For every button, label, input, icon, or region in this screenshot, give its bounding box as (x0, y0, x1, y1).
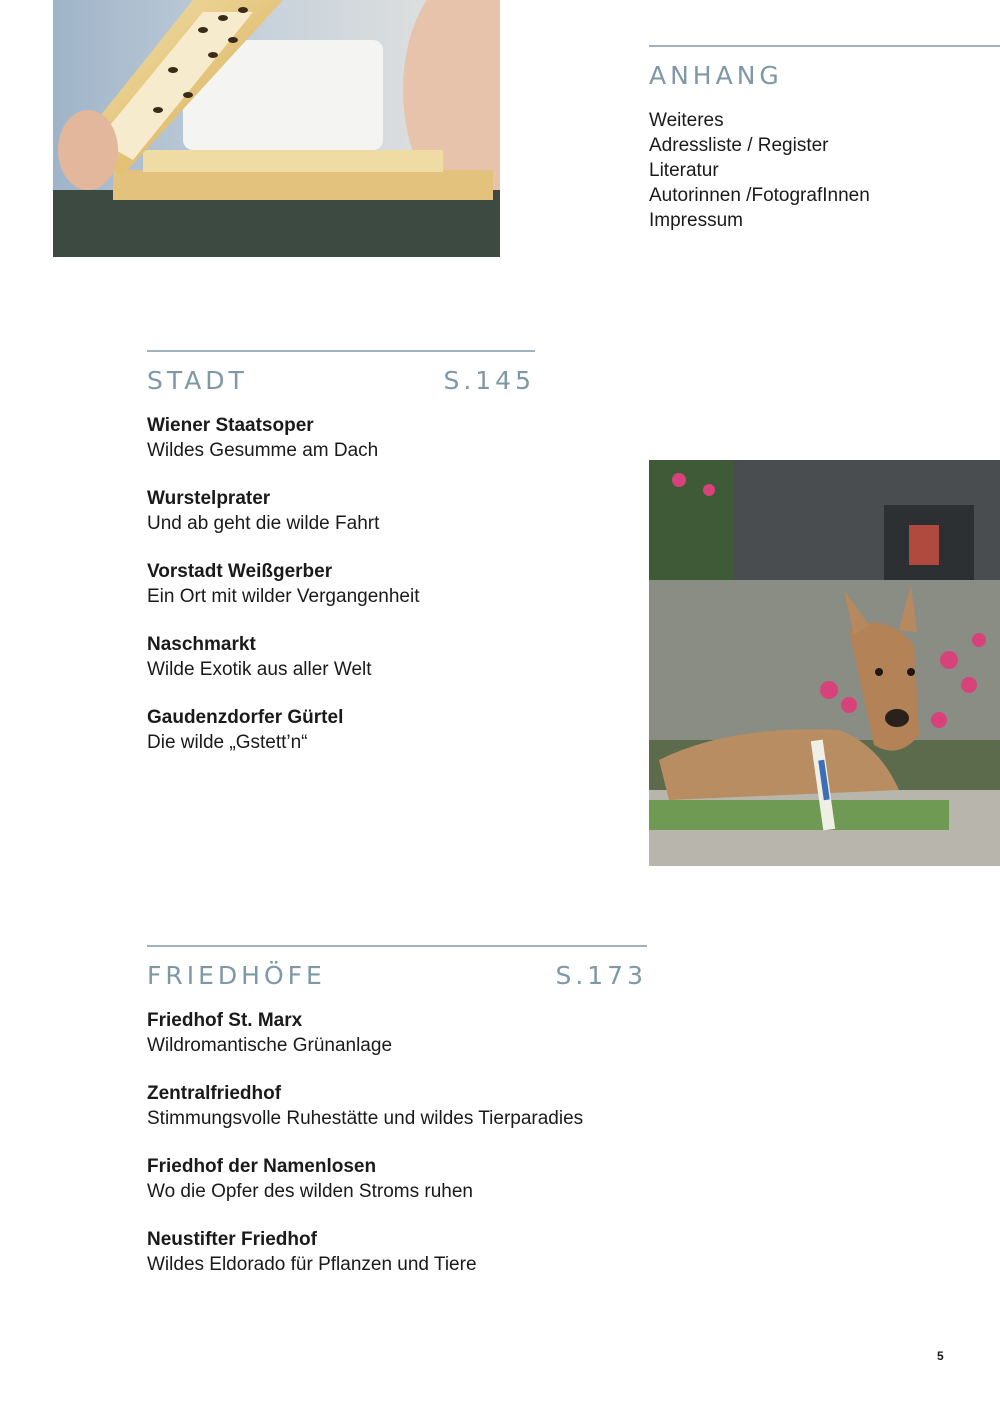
list-item: Autorinnen /FotografInnen (649, 185, 870, 206)
list-item: Literatur (649, 160, 719, 181)
list-item (147, 413, 535, 463)
entry-subtitle: Wilde Exotik aus aller Welt (147, 659, 372, 680)
entry-title: Friedhof der Namenlosen (147, 1156, 377, 1177)
entry-subtitle: Wildes Gesumme am Dach (147, 440, 379, 461)
entry-title: Gaudenzdorfer Gürtel (147, 707, 344, 728)
list-item (147, 1154, 647, 1204)
list-item (147, 632, 535, 682)
entry-title: Zentralfriedhof (147, 1083, 282, 1104)
page-number: 5 (937, 1349, 944, 1363)
friedhoefe-entries (147, 1008, 647, 1277)
stadt-section (147, 350, 535, 778)
entry-subtitle: Wo die Opfer des wilden Stroms ruhen (147, 1181, 473, 1202)
entry-subtitle: Ein Ort mit wilder Vergangenheit (147, 586, 420, 607)
list-item (147, 705, 535, 755)
entry-subtitle: Und ab geht die wilde Fahrt (147, 513, 380, 534)
stadt-page-ref: S.145 (443, 366, 535, 395)
stadt-entries (147, 413, 535, 755)
list-item (147, 1227, 647, 1277)
list-item (147, 486, 535, 536)
friedhoefe-section (147, 945, 647, 1300)
anhang-list (649, 108, 1000, 233)
beekeeper-photo (53, 0, 500, 257)
anhang-section (649, 45, 1000, 233)
entry-subtitle: Die wilde „Gstett’n“ (147, 732, 308, 753)
friedhoefe-rule (147, 945, 647, 947)
deer-photo (649, 460, 1000, 866)
entry-title: Naschmarkt (147, 634, 256, 655)
entry-title: Vorstadt Weißgerber (147, 561, 333, 582)
list-item (147, 1081, 647, 1131)
entry-subtitle: Wildromantische Grünanlage (147, 1035, 393, 1056)
list-item: Adressliste / Register (649, 135, 829, 156)
entry-subtitle: Wildes Eldorado für Pflanzen und Tiere (147, 1254, 477, 1275)
entry-subtitle: Stimmungsvolle Ruhestätte und wildes Tierparadies (147, 1108, 584, 1129)
anhang-rule (649, 45, 1000, 47)
anhang-heading: ANHANG (649, 61, 783, 90)
stadt-rule (147, 350, 535, 352)
stadt-heading: STADT (147, 366, 248, 395)
friedhoefe-heading: FRIEDHÖFE (147, 961, 326, 990)
entry-title: Neustifter Friedhof (147, 1229, 317, 1250)
friedhoefe-page-ref: S.173 (555, 961, 647, 990)
list-item: Weiteres (649, 110, 724, 131)
entry-title: Friedhof St. Marx (147, 1010, 303, 1031)
entry-title: Wurstelprater (147, 488, 271, 509)
entry-title: Wiener Staatsoper (147, 415, 314, 436)
list-item (147, 559, 535, 609)
list-item (147, 1008, 647, 1058)
list-item: Impressum (649, 210, 743, 231)
